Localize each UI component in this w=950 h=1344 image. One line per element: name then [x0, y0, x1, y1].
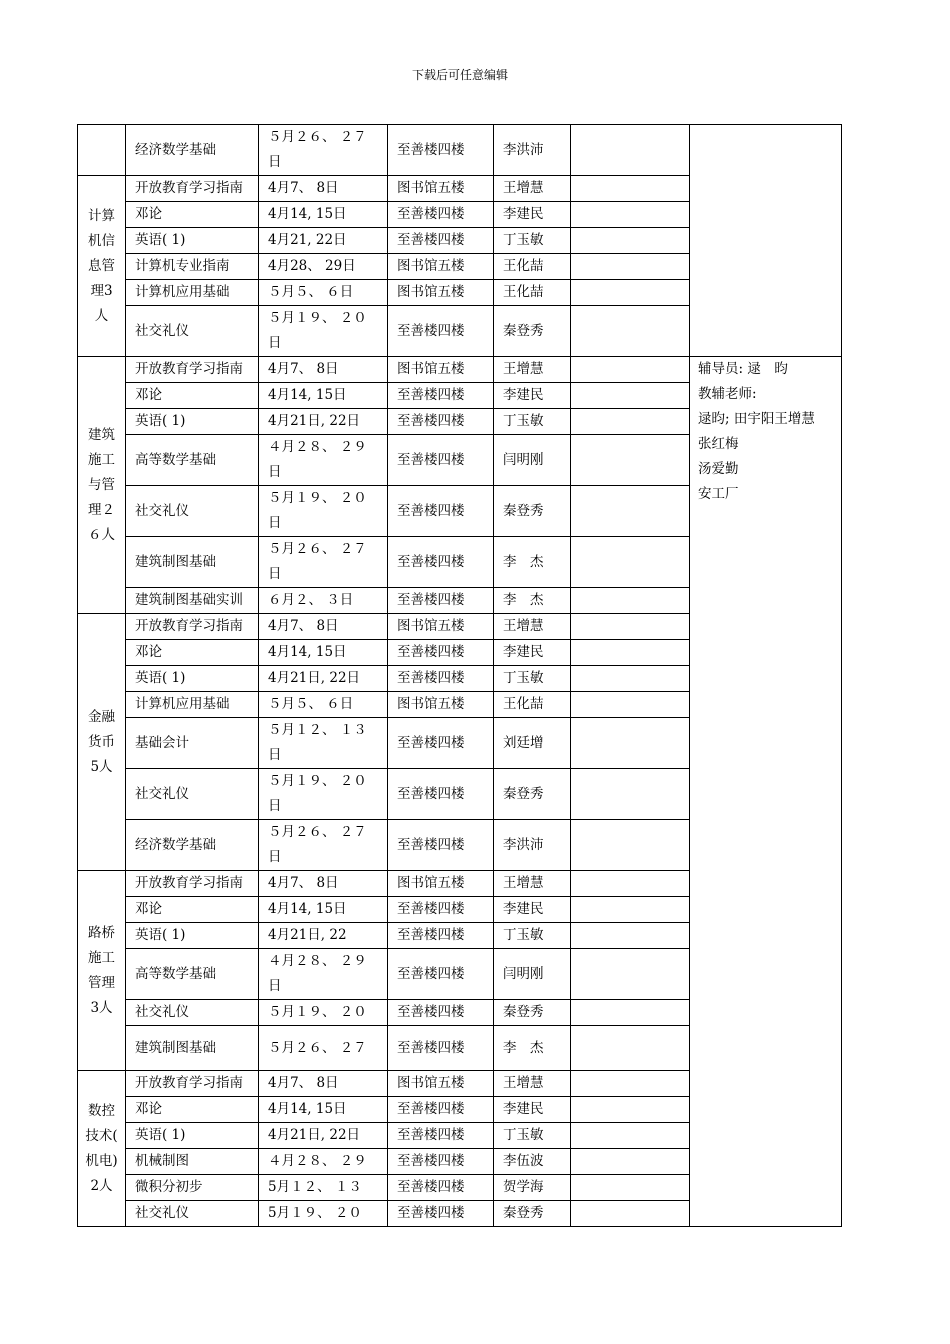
date-cell: 4月7、 8日 — [259, 176, 388, 202]
course-cell: 社交礼仪 — [126, 1201, 259, 1227]
course-cell: 高等数学基础 — [126, 949, 259, 1000]
date-cell: 4月7、 8日 — [259, 1071, 388, 1097]
remark-cell — [571, 949, 690, 1000]
remark-cell — [571, 769, 690, 820]
place-cell: 至善楼四楼 — [388, 1026, 494, 1071]
note-line: 逯昀; 田宇阳王增慧 — [698, 411, 815, 427]
course-cell: 英语( 1) — [126, 1123, 259, 1149]
remark-cell — [571, 897, 690, 923]
teacher-cell: 李建民 — [494, 1097, 571, 1123]
date-cell: 4月21日, 22日 — [259, 666, 388, 692]
remark-cell — [571, 1097, 690, 1123]
course-cell: 社交礼仪 — [126, 1000, 259, 1026]
date-cell: ５月１９、 ２０日 — [259, 486, 388, 537]
place-cell: 至善楼四楼 — [388, 820, 494, 871]
table-row — [78, 357, 842, 383]
course-cell: 微积分初步 — [126, 1175, 259, 1201]
date-cell: 4月14, 15日 — [259, 640, 388, 666]
teacher-cell: 王化喆 — [494, 254, 571, 280]
date-cell: 4月7、 8日 — [259, 357, 388, 383]
teacher-cell: 秦登秀 — [494, 769, 571, 820]
course-cell: 邓论 — [126, 640, 259, 666]
date-cell: ５月５、 ６日 — [259, 280, 388, 306]
remark-cell — [571, 435, 690, 486]
remark-cell — [571, 666, 690, 692]
course-cell: 邓论 — [126, 897, 259, 923]
teacher-cell: 李洪沛 — [494, 820, 571, 871]
course-cell: 英语( 1) — [126, 228, 259, 254]
course-cell: 建筑制图基础 — [126, 1026, 259, 1071]
date-cell: 4月21日, 22日 — [259, 1123, 388, 1149]
note-cell — [690, 357, 842, 1227]
teacher-cell: 李建民 — [494, 640, 571, 666]
place-cell: 至善楼四楼 — [388, 202, 494, 228]
remark-cell — [571, 537, 690, 588]
remark-cell — [571, 692, 690, 718]
remark-cell — [571, 383, 690, 409]
remark-cell — [571, 280, 690, 306]
place-cell: 图书馆五楼 — [388, 176, 494, 202]
date-cell: 4月14, 15日 — [259, 383, 388, 409]
teacher-cell: 王增慧 — [494, 1071, 571, 1097]
teacher-cell: 秦登秀 — [494, 486, 571, 537]
teacher-cell: 王化喆 — [494, 280, 571, 306]
place-cell: 至善楼四楼 — [388, 228, 494, 254]
date-cell: ５月１９、 ２０ — [259, 1000, 388, 1026]
date-cell: 4月7、 8日 — [259, 871, 388, 897]
major-cell: 金融货币5人 — [78, 614, 126, 871]
place-cell: 图书馆五楼 — [388, 357, 494, 383]
table-row — [78, 125, 842, 176]
course-cell: 社交礼仪 — [126, 306, 259, 357]
course-cell: 社交礼仪 — [126, 486, 259, 537]
date-cell: ５月５、 ６日 — [259, 692, 388, 718]
teacher-cell: 闫明刚 — [494, 435, 571, 486]
teacher-cell: 李建民 — [494, 202, 571, 228]
remark-cell — [571, 486, 690, 537]
date-cell: ５月２６、 ２７日 — [259, 125, 388, 176]
place-cell: 至善楼四楼 — [388, 435, 494, 486]
teacher-cell: 王增慧 — [494, 176, 571, 202]
date-cell: ５月１９、 ２０日 — [259, 769, 388, 820]
major-cell: 路桥施工管理3人 — [78, 871, 126, 1071]
teacher-cell: 丁玉敏 — [494, 923, 571, 949]
remark-cell — [571, 254, 690, 280]
course-cell: 计算机专业指南 — [126, 254, 259, 280]
schedule-body — [78, 125, 842, 1227]
remark-cell — [571, 820, 690, 871]
date-cell: ５月１２、 １３日 — [259, 718, 388, 769]
teacher-cell: 丁玉敏 — [494, 1123, 571, 1149]
date-cell: 4月7、 8日 — [259, 614, 388, 640]
major-cell — [78, 125, 126, 176]
note-line: 张红梅 — [698, 436, 739, 452]
major-cell: 计算机信息管理3人 — [78, 176, 126, 357]
note-cell-blank — [690, 125, 842, 357]
major-cell: 数控技术( 机电) 2人 — [78, 1071, 126, 1227]
date-cell: 4月21, 22日 — [259, 228, 388, 254]
place-cell: 至善楼四楼 — [388, 897, 494, 923]
remark-cell — [571, 202, 690, 228]
course-cell: 邓论 — [126, 1097, 259, 1123]
remark-cell — [571, 1000, 690, 1026]
teacher-cell: 丁玉敏 — [494, 228, 571, 254]
major-cell: 建筑施工与管理２６人 — [78, 357, 126, 614]
teacher-cell: 李建民 — [494, 383, 571, 409]
place-cell: 至善楼四楼 — [388, 949, 494, 1000]
place-cell: 至善楼四楼 — [388, 1149, 494, 1175]
remark-cell — [571, 1026, 690, 1071]
course-cell: 计算机应用基础 — [126, 280, 259, 306]
place-cell: 图书馆五楼 — [388, 692, 494, 718]
place-cell: 至善楼四楼 — [388, 923, 494, 949]
course-cell: 英语( 1) — [126, 923, 259, 949]
remark-cell — [571, 1201, 690, 1227]
note-line: 教辅老师: — [698, 386, 757, 402]
remark-cell — [571, 228, 690, 254]
course-cell: 机械制图 — [126, 1149, 259, 1175]
teacher-cell: 王化喆 — [494, 692, 571, 718]
page-header: 下载后可任意编辑 — [411, 68, 508, 82]
teacher-cell: 王增慧 — [494, 614, 571, 640]
date-cell: ６月２、 ３日 — [259, 588, 388, 614]
schedule-table — [77, 124, 842, 1227]
teacher-cell: 秦登秀 — [494, 1000, 571, 1026]
course-cell: 经济数学基础 — [126, 820, 259, 871]
remark-cell — [571, 306, 690, 357]
place-cell: 至善楼四楼 — [388, 666, 494, 692]
remark-cell — [571, 614, 690, 640]
place-cell: 至善楼四楼 — [388, 1097, 494, 1123]
remark-cell — [571, 409, 690, 435]
remark-cell — [571, 1149, 690, 1175]
teacher-cell: 李建民 — [494, 897, 571, 923]
teacher-cell: 李 杰 — [494, 588, 571, 614]
course-cell: 建筑制图基础 — [126, 537, 259, 588]
place-cell: 图书馆五楼 — [388, 614, 494, 640]
note-line: 辅导员: 逯 昀 — [698, 361, 788, 377]
remark-cell — [571, 1123, 690, 1149]
teacher-cell: 丁玉敏 — [494, 666, 571, 692]
course-cell: 英语( 1) — [126, 666, 259, 692]
place-cell: 至善楼四楼 — [388, 537, 494, 588]
place-cell: 至善楼四楼 — [388, 1000, 494, 1026]
teacher-cell: 秦登秀 — [494, 1201, 571, 1227]
teacher-cell: 王增慧 — [494, 357, 571, 383]
date-cell: ５月２６、 ２７ — [259, 1026, 388, 1071]
date-cell: 4月28、 29日 — [259, 254, 388, 280]
remark-cell — [571, 125, 690, 176]
place-cell: 至善楼四楼 — [388, 125, 494, 176]
place-cell: 至善楼四楼 — [388, 769, 494, 820]
date-cell: 4月14, 15日 — [259, 1097, 388, 1123]
course-cell: 开放教育学习指南 — [126, 871, 259, 897]
place-cell: 至善楼四楼 — [388, 486, 494, 537]
place-cell: 至善楼四楼 — [388, 588, 494, 614]
teacher-cell: 李伍波 — [494, 1149, 571, 1175]
date-cell: ５月２６、 ２７日 — [259, 537, 388, 588]
teacher-cell: 闫明刚 — [494, 949, 571, 1000]
date-cell: 4月14, 15日 — [259, 202, 388, 228]
remark-cell — [571, 588, 690, 614]
remark-cell — [571, 718, 690, 769]
date-cell: 5月１２、 １３ — [259, 1175, 388, 1201]
teacher-cell: 刘廷增 — [494, 718, 571, 769]
place-cell: 至善楼四楼 — [388, 383, 494, 409]
teacher-cell: 王增慧 — [494, 871, 571, 897]
place-cell: 图书馆五楼 — [388, 871, 494, 897]
course-cell: 高等数学基础 — [126, 435, 259, 486]
teacher-cell: 丁玉敏 — [494, 409, 571, 435]
date-cell: ４月２８、 ２９日 — [259, 435, 388, 486]
date-cell: 5月１９、 ２０ — [259, 1201, 388, 1227]
remark-cell — [571, 1175, 690, 1201]
date-cell: ４月２８、 ２９ — [259, 1149, 388, 1175]
remark-cell — [571, 923, 690, 949]
teacher-cell: 李 杰 — [494, 1026, 571, 1071]
course-cell: 开放教育学习指南 — [126, 1071, 259, 1097]
course-cell: 开放教育学习指南 — [126, 176, 259, 202]
place-cell: 至善楼四楼 — [388, 306, 494, 357]
course-cell: 开放教育学习指南 — [126, 357, 259, 383]
place-cell: 图书馆五楼 — [388, 280, 494, 306]
remark-cell — [571, 871, 690, 897]
teacher-cell: 李洪沛 — [494, 125, 571, 176]
date-cell: 4月21日, 22日 — [259, 409, 388, 435]
course-cell: 计算机应用基础 — [126, 692, 259, 718]
teacher-cell: 秦登秀 — [494, 306, 571, 357]
note-line: 安工厂 — [698, 486, 739, 502]
remark-cell — [571, 1071, 690, 1097]
remark-cell — [571, 357, 690, 383]
place-cell: 图书馆五楼 — [388, 254, 494, 280]
course-cell: 邓论 — [126, 202, 259, 228]
date-cell: 4月21日, 22 — [259, 923, 388, 949]
place-cell: 至善楼四楼 — [388, 640, 494, 666]
course-cell: 开放教育学习指南 — [126, 614, 259, 640]
place-cell: 至善楼四楼 — [388, 718, 494, 769]
place-cell: 图书馆五楼 — [388, 1071, 494, 1097]
date-cell: ４月２８、 ２９日 — [259, 949, 388, 1000]
date-cell: ５月２６、 ２７日 — [259, 820, 388, 871]
date-cell: ５月１９、 ２０日 — [259, 306, 388, 357]
teacher-cell: 贺学海 — [494, 1175, 571, 1201]
remark-cell — [571, 640, 690, 666]
course-cell: 建筑制图基础实训 — [126, 588, 259, 614]
remark-cell — [571, 176, 690, 202]
place-cell: 至善楼四楼 — [388, 409, 494, 435]
place-cell: 至善楼四楼 — [388, 1123, 494, 1149]
teacher-cell: 李 杰 — [494, 537, 571, 588]
place-cell: 至善楼四楼 — [388, 1201, 494, 1227]
date-cell: 4月14, 15日 — [259, 897, 388, 923]
course-cell: 基础会计 — [126, 718, 259, 769]
course-cell: 邓论 — [126, 383, 259, 409]
place-cell: 至善楼四楼 — [388, 1175, 494, 1201]
note-line: 汤爱勤 — [698, 461, 739, 477]
course-cell: 社交礼仪 — [126, 769, 259, 820]
course-cell: 英语( 1) — [126, 409, 259, 435]
course-cell: 经济数学基础 — [126, 125, 259, 176]
